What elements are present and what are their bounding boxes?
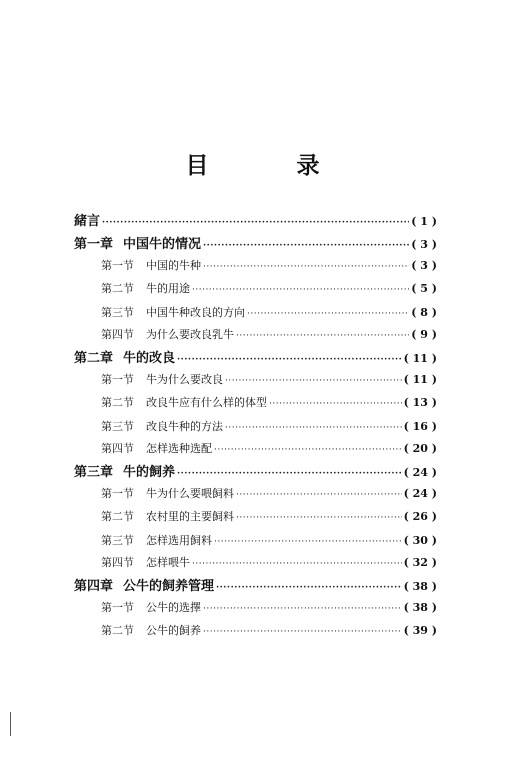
toc-entry-title: 公牛的飼养 [146,624,201,637]
dot-leader [203,627,402,637]
toc-section-entry [101,394,437,410]
toc-chapter-entry [74,233,437,252]
dot-leader [177,469,402,479]
toc-entry-number: 第三节 [101,534,134,547]
dot-leader [102,218,409,228]
toc-chapter-entry [74,575,437,594]
toc-chapter-entry [74,461,437,480]
toc-entry-number: 第二节 [101,396,134,409]
dot-leader [214,537,402,547]
dot-leader [203,241,409,251]
toc-entry-number: 第三节 [101,420,134,433]
toc-entry-number: 第四节 [101,328,134,341]
toc-entry-title: 怎样选用飼料 [146,534,212,547]
dot-leader [216,583,402,593]
toc-entry-label [101,304,245,320]
toc-section-entry [101,485,437,501]
toc-entry-number: 第四节 [101,442,134,455]
toc-entry-label [101,622,201,638]
toc-entry-label [101,485,234,501]
toc-page-number: ( 20 ) [403,442,437,455]
toc-entry-label [101,371,223,387]
toc-entry-number: 第二节 [101,282,134,295]
toc-entry-title: 农村里的主要飼料 [146,510,234,523]
dot-leader [192,559,402,569]
margin-mark [10,712,11,736]
toc-entry-label [74,347,175,366]
toc-section-entry [101,371,437,387]
toc-section-entry [101,554,437,570]
toc-section-entry [101,508,437,524]
toc-entry-number: 第二节 [101,624,134,637]
toc-entry-label [101,418,223,434]
toc-entry-number: 第一节 [101,601,134,614]
toc-entry-number: 第四章 [74,579,114,594]
toc-section-entry [101,257,437,273]
toc-page-number: ( 32 ) [403,556,437,569]
toc-entry-title: 公牛的选擇 [146,601,201,614]
toc-entry-number: 第一章 [74,237,114,252]
toc-entry-label [101,599,201,615]
toc-entry-label [101,257,201,273]
toc-section-entry [101,280,437,296]
toc-section-entry [101,304,437,320]
toc-page-number: ( 38 ) [403,601,437,614]
toc-chapter-entry [74,210,437,229]
dot-leader [203,604,402,614]
toc-page-number: ( 11 ) [403,352,437,365]
toc-page-number: ( 24 ) [403,466,437,479]
toc-entry-number: 第二章 [74,351,114,366]
toc-entry-title: 牛的用途 [146,282,190,295]
toc-entry-number: 第一节 [101,487,134,500]
toc-page-number: ( 26 ) [403,510,437,523]
toc-section-entry [101,418,437,434]
dot-leader [225,376,402,386]
toc-entry-title: 怎样选种选配 [146,442,212,455]
toc-section-entry [101,599,437,615]
toc-page-number: ( 3 ) [411,259,437,272]
toc-entry-label [74,233,201,252]
toc-section-entry [101,622,437,638]
toc-page-number: ( 11 ) [403,373,437,386]
dot-leader [236,331,409,341]
toc-entry-title: 牛为什么要改良 [146,373,223,386]
toc-section-entry [101,532,437,548]
toc-entry-number: 第三节 [101,306,134,319]
toc-page-number: ( 1 ) [411,215,437,228]
dot-leader [177,355,402,365]
toc-entry-label [101,326,234,342]
toc-entry-title: 为什么要改良乳牛 [146,328,234,341]
toc-entry-label [101,440,212,456]
toc-entry-number: 第二节 [101,510,134,523]
toc-entry-title: 改良牛种的方法 [146,420,223,433]
toc-entry-title: 牛为什么要喂飼料 [146,487,234,500]
toc-entry-number: 第四节 [101,556,134,569]
toc-page-number: ( 24 ) [403,487,437,500]
toc-entry-number: 第三章 [74,465,114,480]
toc-entry-title: 牛的飼养 [123,465,176,480]
toc-page-number: ( 5 ) [411,282,437,295]
toc-entry-title: 中国的牛种 [146,259,201,272]
toc-entry-label [74,575,214,594]
toc-entry-label [101,508,234,524]
toc-entry-title: 改良牛应有什么样的体型 [146,396,267,409]
dot-leader [214,445,402,455]
toc-entry-title: 中国牛种改良的方向 [146,306,245,319]
toc-entry-label [101,554,190,570]
toc-entry-title: 中国牛的情况 [123,237,202,252]
dot-leader [192,285,409,295]
toc-entry-label [101,280,190,296]
toc-entry-label [74,210,100,229]
dot-leader [247,309,409,319]
dot-leader [236,513,402,523]
toc-entry-label [101,532,212,548]
toc-entry-label [101,394,267,410]
toc-section-entry [101,440,437,456]
toc-page-number: ( 39 ) [403,624,437,637]
toc-page-number: ( 30 ) [403,534,437,547]
toc-page-number: ( 8 ) [411,306,437,319]
toc-section-entry [101,326,437,342]
toc-entry-title: 公牛的飼养管理 [123,579,215,594]
dot-leader [236,490,402,500]
toc-page-number: ( 9 ) [411,328,437,341]
dot-leader [203,262,409,272]
toc-page-number: ( 16 ) [403,420,437,433]
dot-leader [225,423,402,433]
toc-page-number: ( 13 ) [403,396,437,409]
toc-entry-title: 怎样喂牛 [146,556,190,569]
toc-entry-title: 緒言 [74,214,101,229]
dot-leader [269,399,402,409]
toc-page-number: ( 3 ) [411,238,437,251]
toc-entry-title: 牛的改良 [123,351,176,366]
page-title: 目 录 [185,153,360,179]
toc-chapter-entry [74,347,437,366]
toc-entry-number: 第一节 [101,259,134,272]
toc-entry-label [74,461,175,480]
toc-entry-number: 第一节 [101,373,134,386]
toc-page-number: ( 38 ) [403,580,437,593]
